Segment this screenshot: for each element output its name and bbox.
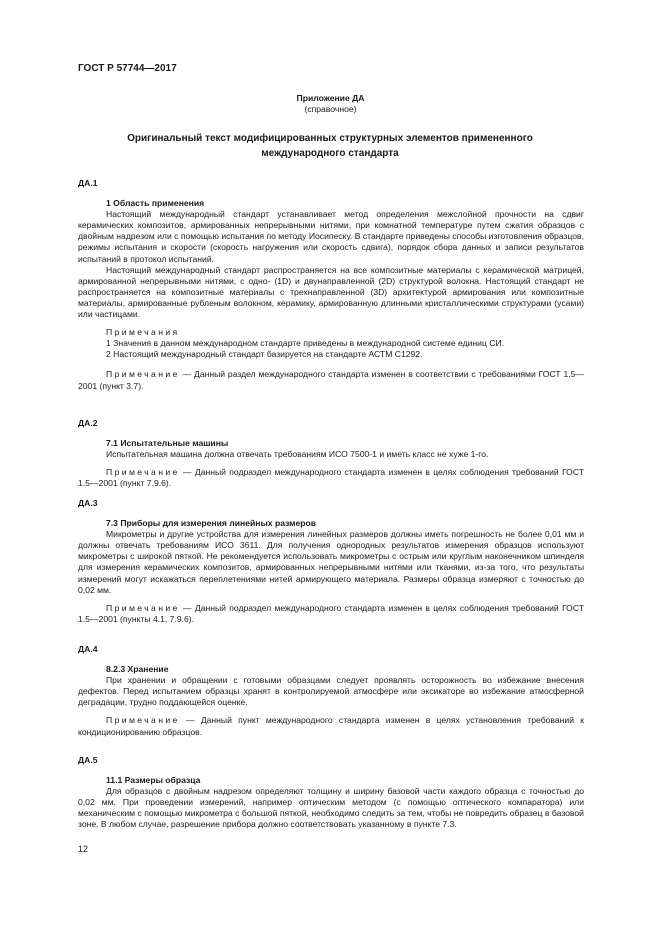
paragraph: Настоящий международный стандарт распространяется на все композитные материалы с керамической матрицей, армированной непрерывными нитями, с одно- (1D) и двунаправленной (2D) структурой волокна. Настоящий стандарт не распространяется на композитные материалы с трехнаправленной (3D) архитектурой армирования или композитные материалы, армированные рубленым волокном, керамику, армированную длинными кристаллическими структурами (усами) или частицами.: [78, 264, 584, 320]
document-id: ГОСТ Р 57744—2017: [78, 63, 177, 74]
page-number: 12: [78, 844, 89, 854]
remark: [78, 369, 584, 391]
remark-text: — Данный подраздел международного стандарта изменен в целях соблюдения требований ГОСТ 1.5—2001 (пункты 4.1, 7.9.6).: [78, 602, 584, 624]
document-title: [90, 131, 570, 161]
remark: [78, 603, 584, 625]
notes-label: Примечания: [106, 327, 180, 338]
remark-label: Примечание: [106, 602, 180, 613]
remark: [78, 467, 584, 489]
section-heading: 1 Область применения: [106, 198, 205, 209]
section-da3: [78, 498, 584, 625]
document-title-line-2: международного стандарта: [261, 148, 399, 159]
section-heading: 11.1 Размеры образца: [106, 775, 201, 786]
note-item: 1 Значения в данном международном стандарте приведены в международной системе единиц СИ.: [106, 338, 505, 349]
paragraph: При хранении и обращении с готовыми образцами следует проявлять осторожность во избежание внесения дефектов. Перед испытанием образцы хранят в контролируемой атмосфере или эксикаторе во избежание атмосферной деградации, трудно поддающейся оценке.: [78, 675, 584, 708]
section-label: ДА.1: [78, 178, 98, 188]
paragraph: Настоящий международный стандарт устанавливает метод определения межслойной прочности на сдвиг керамических композитов, армированных непрерывными нитями, при комнатной температуре путем сжатия образцов с двойным надрезом или с помощью испытания по методу Иосипеску. В стандарте приведены способы изготовления образцов, режимы испытания и скорости (скорость нагружения или скорость сдвига), порядок сбора данных и записи результатов испытаний в протокол испытаний.: [78, 209, 584, 264]
document-title-line-1: Оригинальный текст модифицированных структурных элементов примененного: [127, 133, 533, 144]
section-heading: 8.2.3 Хранение: [106, 664, 169, 675]
paragraph: Испытательная машина должна отвечать требованиям ИСО 7500-1 и иметь класс не хуже 1-го.: [106, 449, 489, 460]
paragraph: Микрометры и другие устройства для измерения линейных размеров должны иметь погрешность не более 0,01 мм и должны отвечать требованиям ИСО 3611. Для получения однородных результатов измерения образцов используют микрометры с широкой пяткой. Не рекомендуется использовать микрометры с острым или круглым наконечником шпинделя для измерения керамических композитов, армированных непрерывными нитями или тканями, из-за того, что результаты измерений могут искажаться переплетениями нитей армирующего материала. Размеры образца измеряют с точностью до 0,02 мм.: [78, 529, 584, 595]
section-da5: [78, 755, 584, 831]
appendix-title: Приложение ДА: [296, 93, 365, 103]
remark: [78, 715, 584, 737]
section-label: ДА.2: [78, 418, 98, 428]
remark-text: — Данный подраздел международного стандарта изменен в целях соблюдения требований ГОСТ 1.5—2001 (пункт 7.9.6).: [78, 467, 584, 489]
remark-text: — Данный раздел международного стандарта изменен в соответствии с требованиями ГОСТ 1.5—2001 (пункт 3.7).: [78, 369, 584, 391]
section-heading: 7.3 Приборы для измерения линейных размеров: [106, 518, 317, 529]
remark-label: Примечание: [106, 715, 180, 726]
section-da4: [78, 644, 584, 738]
section-da2: [78, 418, 584, 489]
section-label: ДА.4: [78, 644, 98, 654]
section-heading: 7.1 Испытательные машины: [106, 438, 229, 449]
section-da1: [78, 178, 584, 392]
section-label: ДА.5: [78, 755, 98, 765]
section-label: ДА.3: [78, 498, 98, 508]
remark-text: — Данный пункт международного стандарта изменен в целях установления требований к кондиционированию образцов.: [78, 715, 584, 737]
appendix-subtitle: (справочное): [304, 104, 357, 114]
remark-label: Примечание: [106, 467, 180, 478]
remark-label: Примечание: [106, 369, 180, 380]
note-item: 2 Настоящий международный стандарт базируется на стандарте АСТМ С1292.: [106, 349, 423, 360]
paragraph: Для образцов с двойным надрезом определяют толщину и ширину базовой части каждого образца с точностью до 0,02 мм. При проведении измерений, например оптическим методом (с помощью оптического компаратора) или механическим с помощью микрометра с большой пяткой, необходимо следить за тем, чтобы не повредить образец в базовой зоне. В любом случае, разрешение прибора должно соответствовать указанному в пункте 7.3.: [78, 786, 584, 830]
